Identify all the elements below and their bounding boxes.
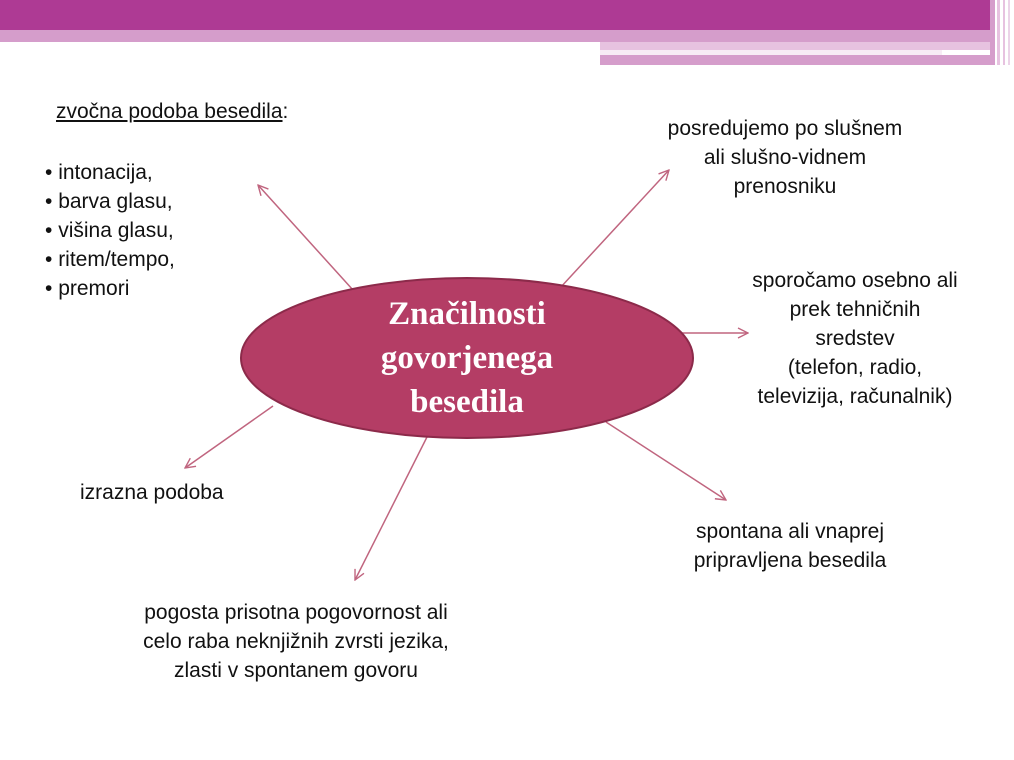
center-title-line: govorjenega [380,340,554,376]
sound-heading [56,97,288,126]
expression-node: izrazna podoba [80,481,224,504]
colloquial-line: celo raba neknjižnih zvrsti jezika, [143,630,449,653]
arrow-to-colloquial [355,437,427,580]
sound-heading-suffix: : [282,100,289,123]
spontaneity-line: pripravljena besedila [693,549,887,572]
colloquial-line: zlasti v spontanem govoru [174,659,418,682]
center-title-line: Značilnosti [388,296,546,332]
channel-line: prenosniku [733,175,837,198]
medium-line: sporočamo osebno ali [752,269,958,292]
medium-line: prek tehničnih [789,298,921,321]
list-item: • premori [45,274,175,303]
list-item: • barva glasu, [45,187,175,216]
medium-line: sredstev [815,327,895,350]
sound-list [45,158,175,303]
sound-heading-text: zvočna podoba besedila [56,100,283,123]
spontaneity-line: spontana ali vnaprej [696,520,884,543]
medium-node [718,266,992,411]
channel-line: posredujemo po slušnem [667,117,903,140]
list-item: • intonacija, [45,158,175,187]
arrow-to-sound [258,185,353,290]
center-title-line: besedila [410,384,524,420]
arrow-to-spontaneity [606,422,726,500]
medium-line: (telefon, radio, [787,356,923,379]
center-title [262,283,672,433]
channel-node [632,114,938,201]
colloquial-node [96,598,496,685]
spontaneity-node [662,517,918,575]
arrow-to-expression [185,406,273,468]
list-item: • višina glasu, [45,216,175,245]
channel-line: ali slušno-vidnem [703,146,867,169]
list-item: • ritem/tempo, [45,245,175,274]
colloquial-line: pogosta prisotna pogovornost ali [144,601,448,624]
medium-line: televizija, računalnik) [757,385,953,408]
